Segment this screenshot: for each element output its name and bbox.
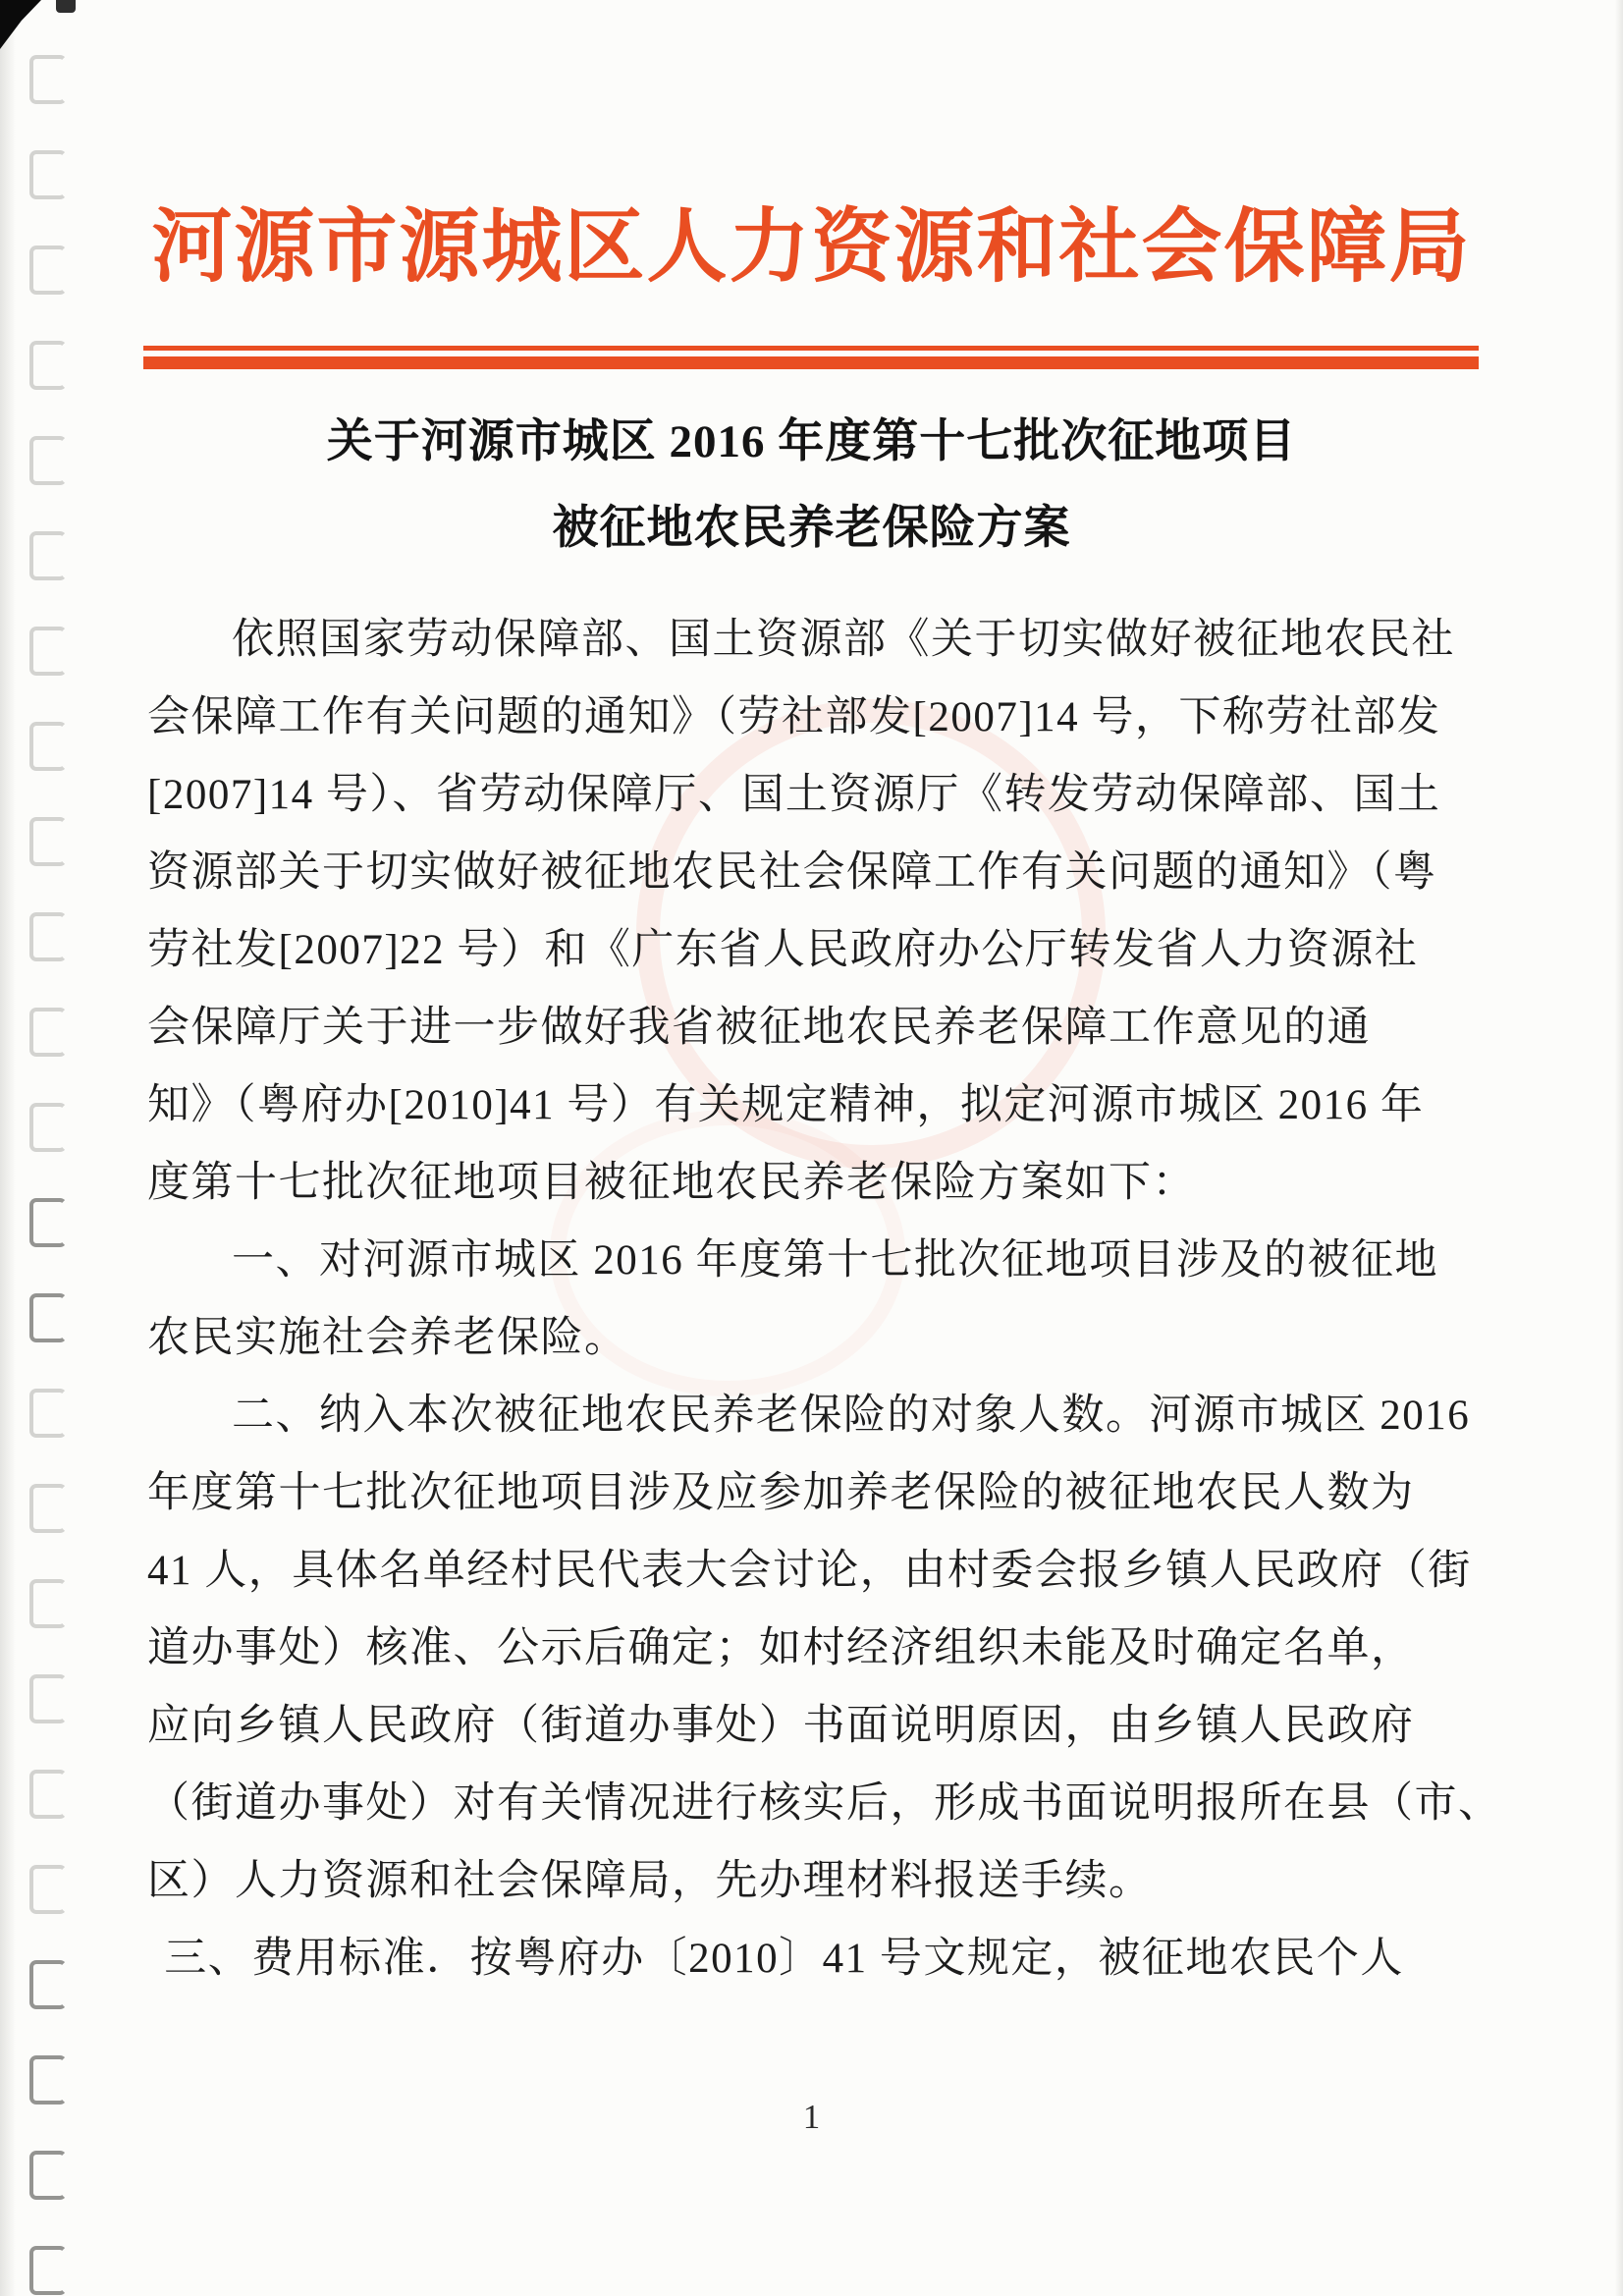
letterhead-agency-name: 河源市源城区人力资源和社会保障局 (151, 202, 1472, 292)
body-line: 资源部关于切实做好被征地农民社会保障工作有关问题的通知》（粤 (147, 849, 1437, 896)
body-line: 二、纳入本次被征地农民养老保险的对象人数。河源市城区 2016 (232, 1393, 1471, 1439)
binding-hole (29, 817, 67, 866)
scan-edge-shadow-left (0, 0, 16, 2296)
binding-hole (29, 1865, 67, 1914)
body-line: 年度第十七批次征地项目涉及应参加养老保险的被征地农民人数为 (147, 1470, 1415, 1516)
binding-hole (29, 1293, 67, 1342)
body-line: 应向乡镇人民政府（街道办事处）书面说明原因，由乡镇人民政府 (147, 1703, 1415, 1749)
letterhead-divider (143, 346, 1479, 369)
body-line: 道办事处）核准、公示后确定；如村经济组织未能及时确定名单， (147, 1625, 1415, 1671)
binding-hole (29, 722, 67, 771)
binding-hole (29, 1008, 67, 1057)
binding-hole (29, 1198, 67, 1247)
body-line: 度第十七批次征地项目被征地农民养老保险方案如下： (147, 1160, 1196, 1206)
binding-hole (29, 1770, 67, 1819)
page-number: 1 (802, 2098, 821, 2136)
body-line: 会保障厅关于进一步做好我省被征地农民养老保障工作意见的通 (147, 1005, 1371, 1051)
binding-hole (29, 1579, 67, 1628)
document-title (0, 399, 1623, 572)
document-title-line2: 被征地农民养老保险方案 (552, 503, 1071, 554)
scan-top-artifact (56, 0, 76, 13)
document-title-line1: 关于河源市城区 2016 年度第十七批次征地项目 (326, 416, 1297, 467)
binding-hole (29, 627, 67, 676)
body-line: 知》（粤府办[2010]41 号）有关规定精神，拟定河源市城区 2016 年 (147, 1082, 1425, 1128)
body-line: 劳社发[2007]22 号）和《广东省人民政府办公厅转发省人力资源社 (147, 927, 1419, 973)
binding-hole (29, 912, 67, 961)
body-line: （街道办事处）对有关情况进行核实后，形成书面说明报所在县（市、 (147, 1780, 1502, 1827)
scan-edge-shadow-right (1615, 0, 1623, 2296)
binding-hole (29, 1484, 67, 1533)
binding-hole (29, 1674, 67, 1723)
body-line: 41 人，具体名单经村民代表大会讨论，由村委会报乡镇人民政府（街 (147, 1548, 1472, 1594)
binding-hole (29, 2151, 67, 2200)
body-line: 三、费用标准．按粤府办〔2010〕41 号文规定，被征地农民个人 (164, 1936, 1404, 1982)
letterhead-divider-thick-line (143, 356, 1479, 369)
body-line: 区）人力资源和社会保障局，先办理材料报送手续。 (147, 1858, 1153, 1904)
binding-hole (29, 2246, 67, 2295)
binding-hole (29, 1960, 67, 2009)
binding-hole (29, 1103, 67, 1152)
document-body (147, 601, 1502, 1997)
binding-hole (29, 1389, 67, 1438)
binding-hole (29, 341, 67, 390)
body-line: 会保障工作有关问题的通知》（劳社部发[2007]14 号，下称劳社部发 (147, 694, 1441, 740)
binding-hole (29, 55, 67, 104)
letterhead-divider-thin-line (143, 346, 1479, 351)
body-line: 农民实施社会养老保险。 (147, 1315, 628, 1361)
body-line: 依照国家劳动保障部、国土资源部《关于切实做好被征地农民社 (232, 617, 1455, 663)
body-line: 一、对河源市城区 2016 年度第十七批次征地项目涉及的被征地 (232, 1237, 1438, 1284)
body-line: [2007]14 号）、省劳动保障厅、国土资源厅《转发劳动保障部、国土 (147, 772, 1441, 818)
